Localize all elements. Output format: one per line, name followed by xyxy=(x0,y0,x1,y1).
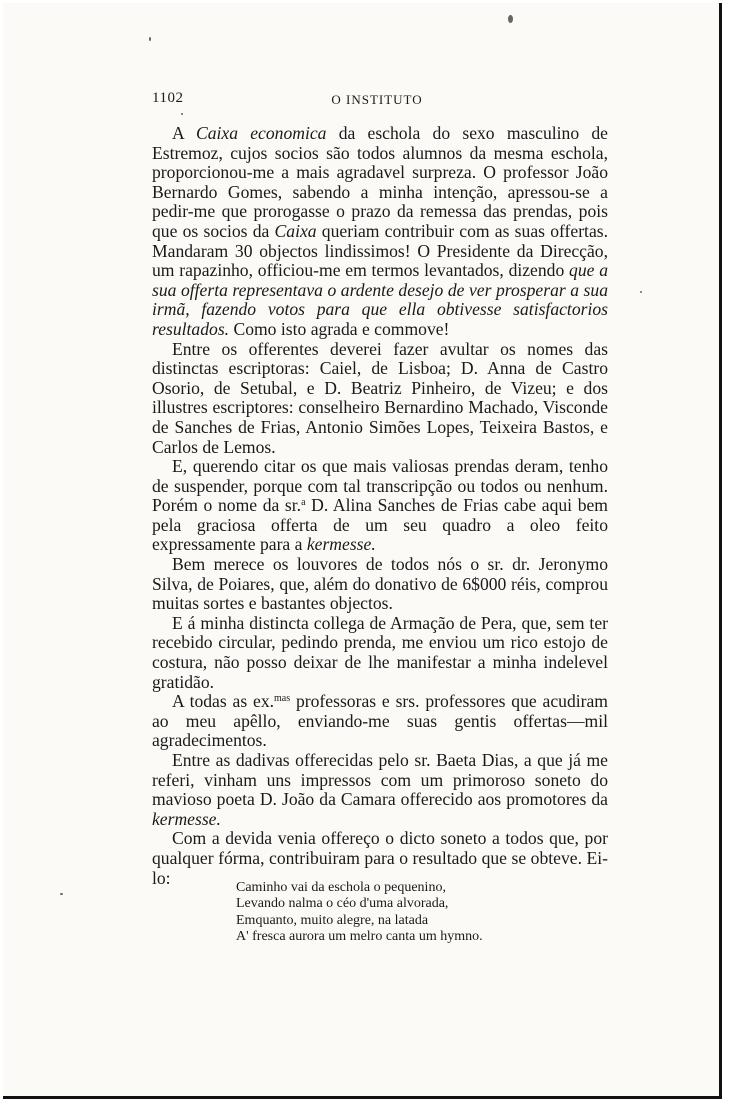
poem-line: Emquanto, muito alegre, na latada xyxy=(236,912,429,928)
poem-line: Caminho vai da eschola o pequenino, xyxy=(236,880,446,895)
paragraph xyxy=(152,751,608,829)
italic-text: kermesse. xyxy=(152,808,221,829)
page-header xyxy=(152,90,602,110)
text-segment: D. Alina Sanches de Frias cabe aqui bem pela graciosa offerta de um seu quadro a oleo feito expressamente para a xyxy=(152,495,608,555)
paragraph xyxy=(152,457,608,555)
paragraph xyxy=(152,555,608,614)
text-segment: Como isto agrada e commove! xyxy=(229,318,450,339)
italic-text: que a sua offerta representava o ardente desejo de ver prosperar a sua irmã, fazendo votos para que ella obtivesse satisfactorios resultados. xyxy=(152,260,608,339)
superscript-abbrev: mas xyxy=(274,693,291,705)
sonnet-excerpt xyxy=(236,880,556,945)
paragraph xyxy=(152,614,608,692)
text-segment: E á minha distincta collega de Armação de Pera, que, sem ter recebido circular, pedindo prenda, me enviou um rico estojo de costura, não posso deixar de lhe manifestar a minha indelevel gratidão. xyxy=(152,612,608,692)
running-title: O INSTITUTO xyxy=(331,92,423,107)
body-text xyxy=(152,124,608,888)
page-number: 1102 xyxy=(152,90,184,106)
superscript-abbrev: a xyxy=(301,497,306,509)
print-speck xyxy=(181,113,183,115)
poem-line: A' fresca aurora um melro canta um hymno. xyxy=(236,928,483,944)
italic-text: Caixa xyxy=(274,220,317,241)
text-segment: queriam contribuir com as suas offertas. Mandaram 30 objectos lindissimos! O Presidente da Direcção, um rapazinho, officiou-me em termos levantados, dizendo xyxy=(152,220,609,281)
print-speck xyxy=(149,37,151,41)
text-segment: professoras e srs. professores que acudiram ao meu apêllo, enviando-me suas gentis offertas—mil agradecimentos. xyxy=(152,691,608,751)
print-speck xyxy=(508,15,513,23)
paragraph xyxy=(152,340,608,458)
text-segment: A todas as ex. xyxy=(172,691,275,712)
text-segment: Bem merece os louvores de todos nós o sr. dr. Jeronymo Silva, de Poiares, que, além do donativo de 6$000 réis, comprou muitas sortes e bastantes objectos. xyxy=(152,554,608,614)
text-segment: Entre as dadivas offerecidas pelo sr. Baeta Dias, a que já me referi, vinham uns impressos com um primoroso soneto do mavioso poeta D. João da Camara offerecido aos promotores da xyxy=(152,750,608,810)
italic-text: kermesse. xyxy=(306,534,376,555)
paragraph xyxy=(152,692,608,751)
text-segment: Com a devida venia offereço o dicto soneto a todos que, por qualquer fórma, contribuiram para o resultado que se obteve. Ei-lo: xyxy=(152,828,608,888)
print-speck xyxy=(640,291,642,293)
paragraph xyxy=(152,124,608,340)
text-segment: E, querendo citar os que mais valiosas prendas deram, tenho de suspender, porque com tal transcripção ou todos ou nenhum. Porém o nome da sr. xyxy=(152,456,608,516)
poem-line: Levando nalma o céo d'uma alvorada, xyxy=(236,896,449,912)
text-segment: da eschola do sexo masculino de Estremoz, cujos socios são todos alumnos da mesma eschola, proporcionou-me a mais agradavel surpreza. O professor João Bernardo Gomes, sabendo a minha intenção, apressou-se a pedir-me que prorogasse o prazo da remessa das prendas, pois que os socios da xyxy=(152,123,608,241)
text-segment: Entre os offerentes deverei fazer avultar os nomes das distinctas escriptoras: Caiel, de Lisboa; D. Anna de Castro Osorio, de Setubal, e D. Beatriz Pinheiro, de Vizeu; e dos illustres escriptores: conselheiro Bernardino Machado, Visconde de Sanches de Frias, Antonio Simões Lopes, Teixeira Bastos, e Carlos de Lemos. xyxy=(152,338,608,457)
print-speck xyxy=(60,893,63,895)
text-segment: A xyxy=(172,123,196,143)
italic-text: Caixa economica xyxy=(195,123,327,143)
